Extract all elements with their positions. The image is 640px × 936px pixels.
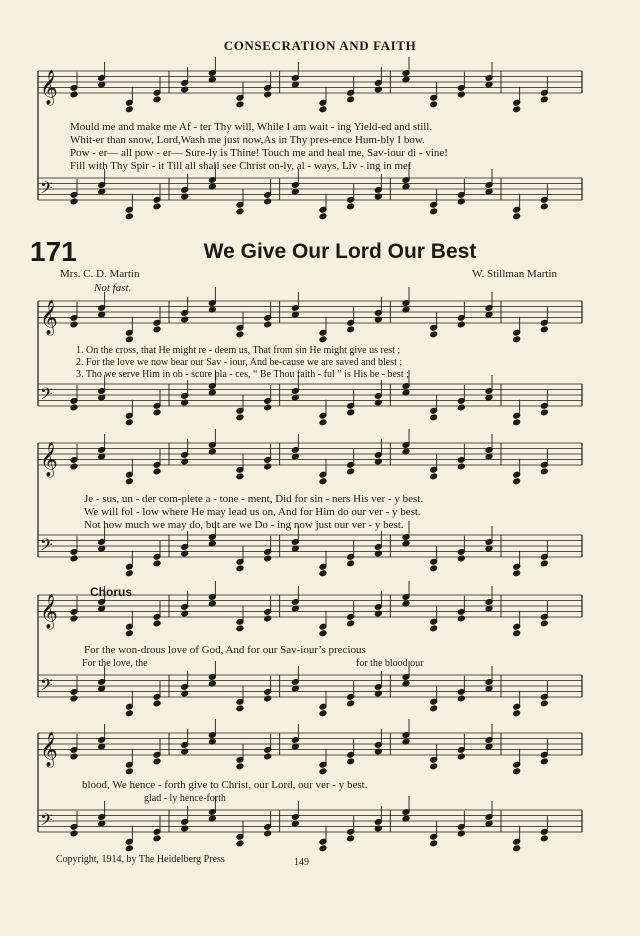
note-head: [153, 700, 161, 707]
prev-hymn-lyric-line: Whit-er than snow, Lord,Wash me just now,As in Thy pres-ence Hum-bly I bow.: [70, 134, 425, 146]
chorus-echo-lyric: for the blood our: [356, 658, 424, 669]
note-head: [513, 845, 521, 852]
note-head: [319, 768, 327, 775]
note-head: [319, 336, 327, 343]
note-head: [347, 700, 355, 707]
chorus-echo-lyric: glad - ly hence-forth: [144, 793, 226, 804]
note-head: [347, 620, 355, 627]
note-head: [430, 625, 438, 632]
copyright-notice: Copyright, 1914, by The Heidelberg Press: [56, 854, 225, 865]
verse-lyric-line: Je - sus, un - der com-plete a - tone - ment, Did for sin - ners His ver - y best.: [84, 493, 424, 505]
note-head: [347, 203, 355, 210]
note-head: [430, 101, 438, 108]
note-head: [540, 835, 548, 842]
note-head: [513, 710, 521, 717]
note-head: [125, 768, 133, 775]
note-head: [430, 208, 438, 215]
note-head: [319, 478, 327, 485]
note-head: [236, 208, 244, 215]
note-head: [70, 753, 78, 760]
chorus-lyric-line: blood, We hence - forth give to Christ, our Lord, our ver - y best.: [82, 779, 368, 791]
note-head: [347, 326, 355, 333]
note-head: [125, 213, 133, 220]
note-head: [236, 705, 244, 712]
note-head: [70, 321, 78, 328]
bass-clef-icon: 𝄢: [40, 674, 53, 699]
hymn-number: 171: [30, 236, 77, 267]
note-head: [125, 336, 133, 343]
bass-clef-icon: 𝄢: [40, 177, 53, 202]
section-header: CONSECRATION AND FAITH: [223, 38, 417, 53]
note-head: [264, 753, 272, 760]
note-head: [70, 615, 78, 622]
prev-hymn-lyric-line: Mould me and make me Af - ter Thy will, While I am wait - ing Yield-ed and still.: [70, 121, 433, 133]
note-head: [153, 326, 161, 333]
note-head: [319, 570, 327, 577]
note-head: [70, 463, 78, 470]
note-head: [236, 840, 244, 847]
prev-hymn-lyric-line: Pow - er— all pow - er— Sure-ly is Thine! Touch me and heal me, Sav-iour di - vine!: [70, 147, 448, 159]
note-head: [153, 560, 161, 567]
note-head: [264, 830, 272, 837]
note-head: [70, 830, 78, 837]
note-head: [347, 96, 355, 103]
bass-clef-icon: 𝄢: [40, 809, 53, 834]
note-head: [457, 555, 465, 562]
note-head: [319, 419, 327, 426]
note-head: [513, 213, 521, 220]
note-head: [264, 695, 272, 702]
note-head: [125, 845, 133, 852]
note-head: [153, 835, 161, 842]
note-head: [125, 106, 133, 113]
note-head: [347, 758, 355, 765]
tempo-marking: Not fast.: [94, 282, 132, 294]
note-head: [347, 409, 355, 416]
note-head: [236, 625, 244, 632]
note-head: [457, 615, 465, 622]
note-head: [457, 830, 465, 837]
chorus-echo-lyric: For the love, the: [82, 658, 148, 669]
hymn-title: We Give Our Lord Our Best: [203, 240, 477, 263]
note-head: [347, 468, 355, 475]
note-head: [513, 419, 521, 426]
note-head: [153, 758, 161, 765]
note-head: [540, 560, 548, 567]
note-head: [236, 565, 244, 572]
note-head: [430, 414, 438, 421]
note-head: [264, 91, 272, 98]
note-head: [125, 478, 133, 485]
note-head: [347, 560, 355, 567]
note-head: [153, 468, 161, 475]
note-head: [540, 468, 548, 475]
note-head: [264, 615, 272, 622]
note-head: [457, 463, 465, 470]
note-head: [319, 213, 327, 220]
treble-clef-icon: 𝄞: [40, 594, 58, 629]
chorus-lyric-line: For the won-drous love of God, And for our Sav-iour’s precious: [84, 644, 366, 656]
note-head: [513, 106, 521, 113]
note-head: [125, 630, 133, 637]
note-head: [70, 404, 78, 411]
note-head: [153, 96, 161, 103]
note-head: [540, 96, 548, 103]
treble-clef-icon: 𝄞: [40, 300, 58, 335]
note-head: [153, 620, 161, 627]
note-head: [457, 91, 465, 98]
treble-clef-icon: 𝄞: [40, 70, 58, 105]
note-head: [153, 203, 161, 210]
note-head: [540, 409, 548, 416]
note-head: [236, 763, 244, 770]
note-head: [540, 620, 548, 627]
note-head: [319, 630, 327, 637]
note-head: [125, 570, 133, 577]
bass-clef-icon: 𝄢: [40, 534, 53, 559]
note-head: [430, 840, 438, 847]
note-head: [347, 835, 355, 842]
note-head: [125, 710, 133, 717]
note-head: [457, 404, 465, 411]
note-head: [457, 753, 465, 760]
verse-lyric-line: Not how much we may do, but are we Do - ing now just our ver - y best.: [84, 519, 404, 531]
note-head: [264, 198, 272, 205]
note-head: [540, 203, 548, 210]
note-head: [264, 555, 272, 562]
verse-lyric-line: We will fol - low where He may lead us on, And for Him do our ver - y best.: [84, 506, 421, 518]
note-head: [540, 758, 548, 765]
verse-lyric-line: 3. Tho we serve Him in ob - scure pla - ces, “ Be Thou faith - ful ” is His be - best ;: [76, 369, 409, 380]
note-head: [540, 326, 548, 333]
note-head: [125, 419, 133, 426]
note-head: [513, 570, 521, 577]
note-head: [236, 331, 244, 338]
note-head: [457, 198, 465, 205]
hymn-composer: W. Stillman Martin: [472, 268, 557, 280]
note-head: [430, 763, 438, 770]
note-head: [430, 331, 438, 338]
note-head: [457, 695, 465, 702]
note-head: [430, 565, 438, 572]
note-head: [319, 710, 327, 717]
note-head: [70, 695, 78, 702]
verse-lyric-line: 1. On the cross, that He might re - deem us, That from sin He might give us rest ;: [76, 345, 401, 356]
note-head: [319, 845, 327, 852]
note-head: [430, 705, 438, 712]
note-head: [540, 700, 548, 707]
note-head: [513, 630, 521, 637]
treble-clef-icon: 𝄞: [40, 442, 58, 477]
note-head: [430, 473, 438, 480]
hymn-author: Mrs. C. D. Martin: [60, 268, 140, 280]
note-head: [153, 409, 161, 416]
note-head: [319, 106, 327, 113]
note-head: [70, 91, 78, 98]
note-head: [264, 321, 272, 328]
note-head: [70, 555, 78, 562]
note-head: [236, 101, 244, 108]
verse-lyric-line: 2. For the love we now bear our Sav - iour, And be-cause we are saved and blest ;: [76, 357, 403, 368]
note-head: [70, 198, 78, 205]
prev-hymn-lyric-line: Fill with Thy Spir - it Till all shall see Christ on-ly, al - ways, Liv - ing in me!: [70, 160, 412, 172]
page-number: 149: [294, 857, 309, 868]
chorus-label: Chorus: [90, 585, 132, 599]
treble-clef-icon: 𝄞: [40, 732, 58, 767]
note-head: [457, 321, 465, 328]
bass-clef-icon: 𝄢: [40, 383, 53, 408]
note-head: [264, 463, 272, 470]
note-head: [513, 478, 521, 485]
note-head: [236, 473, 244, 480]
note-head: [236, 414, 244, 421]
note-head: [513, 768, 521, 775]
note-head: [513, 336, 521, 343]
note-head: [264, 404, 272, 411]
